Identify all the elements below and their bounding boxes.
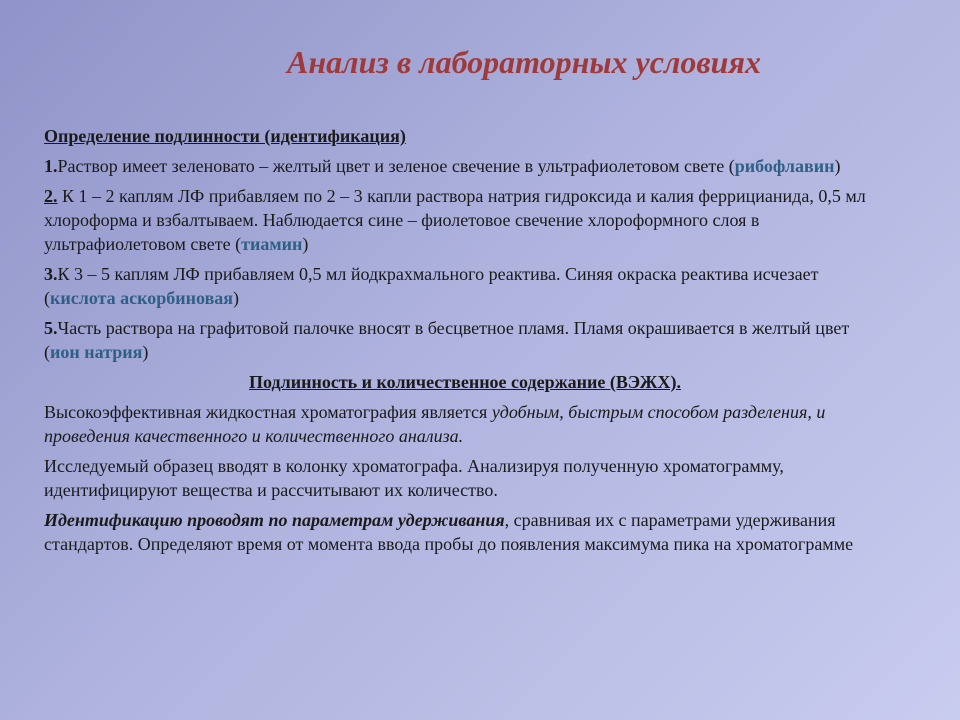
item-number: 2. (44, 186, 58, 206)
hplc-p3-rest: , сравнивая их с параметрами удерживания стандартов. Определяют время от момента ввода пробы до появления максимума пика на хроматограмме (44, 510, 854, 554)
section-heading-hplc: Подлинность и количественное содержание (ВЭЖХ). (249, 372, 681, 392)
substance-riboflavin: рибофлавин (734, 156, 835, 176)
hplc-p1-italic: удобным, быстрым способом разделения, и проведения качественного и количественного анализа. (44, 402, 826, 446)
item-close: ) (142, 342, 149, 362)
item-text: К 1 – 2 каплям ЛФ прибавляем по 2 – 3 капли раствора натрия гидроксида и калия феррицианида, 0,5 мл хлороформа и взбалтываем. Наблюдается сине – фиолетовое свечение хлороформного слоя в ультрафиолетовом свете ( (44, 186, 866, 254)
item-close: ) (834, 156, 841, 176)
substance-ascorbic-acid: кислота аскорбиновая (50, 288, 234, 308)
item-text: Раствор имеет зеленовато – желтый цвет и зеленое свечение в ультрафиолетовом свете ( (57, 156, 735, 176)
hplc-p3-emphasis: Идентификацию проводят по параметрам удерживания (44, 510, 505, 530)
hplc-paragraph-2: Исследуемый образец вводят в колонку хроматографа. Анализируя полученную хроматограмму, идентифицируют вещества и рассчитывают их количество. (44, 456, 784, 500)
hplc-paragraph-1 (44, 400, 886, 448)
list-item-1 (44, 154, 886, 178)
section-heading-identification: Определение подлинности (идентификация) (44, 126, 406, 146)
item-close: ) (233, 288, 240, 308)
hplc-p1-plain: Высокоэффективная жидкостная хроматография является (44, 402, 492, 422)
substance-thiamine: тиамин (241, 234, 303, 254)
slide-content (44, 124, 886, 562)
item-close: ) (302, 234, 309, 254)
list-item-3 (44, 262, 886, 310)
item-number: 1. (44, 156, 58, 176)
list-item-2 (44, 184, 886, 256)
item-number: 5. (44, 318, 58, 338)
list-item-5 (44, 316, 886, 364)
substance-sodium-ion: ион натрия (50, 342, 143, 362)
item-text: К 3 – 5 каплям ЛФ прибавляем 0,5 мл йодкрахмального реактива. Синяя окраска реактива исчезает ( (44, 264, 819, 308)
item-number: 3. (44, 264, 58, 284)
slide-title: Анализ в лабораторных условиях (287, 44, 761, 80)
hplc-paragraph-3 (44, 508, 886, 556)
item-text: Часть раствора на графитовой палочке вносят в бесцветное пламя. Пламя окрашивается в желтый цвет ( (44, 318, 850, 362)
